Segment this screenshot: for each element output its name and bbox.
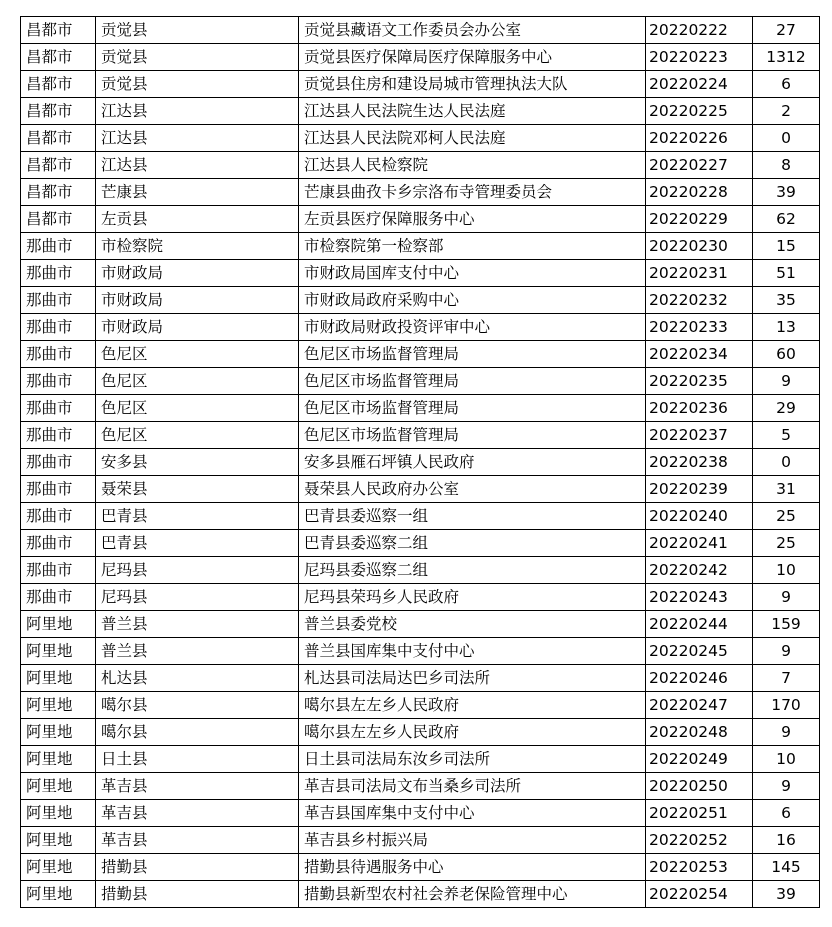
position-code-cell: 20220223 (646, 44, 753, 71)
position-code-cell: 20220254 (646, 881, 753, 908)
county-cell: 革吉县 (96, 827, 299, 854)
unit-cell: 色尼区市场监督管理局 (299, 395, 646, 422)
city-cell: 那曲市 (21, 449, 96, 476)
applicant-count-cell: 39 (753, 179, 820, 206)
table-row (21, 584, 820, 611)
county-cell: 噶尔县 (96, 719, 299, 746)
table-row (21, 557, 820, 584)
applicant-count-cell: 159 (753, 611, 820, 638)
table-row (21, 44, 820, 71)
applicant-count-cell: 29 (753, 395, 820, 422)
applicant-count-cell: 60 (753, 341, 820, 368)
table-row (21, 233, 820, 260)
county-cell: 左贡县 (96, 206, 299, 233)
position-code-cell: 20220244 (646, 611, 753, 638)
table-row (21, 611, 820, 638)
applicant-count-cell: 0 (753, 125, 820, 152)
position-code-cell: 20220227 (646, 152, 753, 179)
applicant-count-cell: 27 (753, 17, 820, 44)
exam-position-table (20, 16, 820, 908)
position-code-cell: 20220240 (646, 503, 753, 530)
table-row (21, 530, 820, 557)
position-code-cell: 20220237 (646, 422, 753, 449)
applicant-count-cell: 13 (753, 314, 820, 341)
county-cell: 贡觉县 (96, 44, 299, 71)
applicant-count-cell: 39 (753, 881, 820, 908)
position-code-cell: 20220229 (646, 206, 753, 233)
unit-cell: 普兰县委党校 (299, 611, 646, 638)
city-cell: 阿里地 (21, 881, 96, 908)
city-cell: 那曲市 (21, 476, 96, 503)
county-cell: 尼玛县 (96, 584, 299, 611)
table-row (21, 800, 820, 827)
applicant-count-cell: 8 (753, 152, 820, 179)
table-row (21, 665, 820, 692)
unit-cell: 巴青县委巡察一组 (299, 503, 646, 530)
position-code-cell: 20220250 (646, 773, 753, 800)
city-cell: 昌都市 (21, 125, 96, 152)
unit-cell: 聂荣县人民政府办公室 (299, 476, 646, 503)
county-cell: 噶尔县 (96, 692, 299, 719)
table-row (21, 854, 820, 881)
position-code-cell: 20220242 (646, 557, 753, 584)
applicant-count-cell: 2 (753, 98, 820, 125)
table-row (21, 881, 820, 908)
table-row (21, 179, 820, 206)
table-row (21, 260, 820, 287)
table-row (21, 152, 820, 179)
unit-cell: 贡觉县住房和建设局城市管理执法大队 (299, 71, 646, 98)
position-code-cell: 20220246 (646, 665, 753, 692)
city-cell: 那曲市 (21, 395, 96, 422)
applicant-count-cell: 5 (753, 422, 820, 449)
county-cell: 市财政局 (96, 314, 299, 341)
county-cell: 札达县 (96, 665, 299, 692)
county-cell: 措勤县 (96, 854, 299, 881)
unit-cell: 噶尔县左左乡人民政府 (299, 719, 646, 746)
city-cell: 昌都市 (21, 44, 96, 71)
table-row (21, 17, 820, 44)
city-cell: 阿里地 (21, 611, 96, 638)
applicant-count-cell: 1312 (753, 44, 820, 71)
unit-cell: 色尼区市场监督管理局 (299, 341, 646, 368)
table-row (21, 692, 820, 719)
unit-cell: 左贡县医疗保障服务中心 (299, 206, 646, 233)
position-code-cell: 20220224 (646, 71, 753, 98)
county-cell: 革吉县 (96, 773, 299, 800)
position-code-cell: 20220243 (646, 584, 753, 611)
city-cell: 昌都市 (21, 71, 96, 98)
city-cell: 那曲市 (21, 287, 96, 314)
county-cell: 江达县 (96, 98, 299, 125)
unit-cell: 措勤县待遇服务中心 (299, 854, 646, 881)
county-cell: 市财政局 (96, 287, 299, 314)
applicant-count-cell: 16 (753, 827, 820, 854)
applicant-count-cell: 25 (753, 530, 820, 557)
city-cell: 那曲市 (21, 341, 96, 368)
position-code-cell: 20220234 (646, 341, 753, 368)
position-code-cell: 20220238 (646, 449, 753, 476)
city-cell: 阿里地 (21, 854, 96, 881)
unit-cell: 市检察院第一检察部 (299, 233, 646, 260)
position-code-cell: 20220241 (646, 530, 753, 557)
unit-cell: 安多县雁石坪镇人民政府 (299, 449, 646, 476)
unit-cell: 日土县司法局东汝乡司法所 (299, 746, 646, 773)
city-cell: 那曲市 (21, 422, 96, 449)
position-code-cell: 20220236 (646, 395, 753, 422)
table-row (21, 98, 820, 125)
city-cell: 那曲市 (21, 557, 96, 584)
city-cell: 昌都市 (21, 98, 96, 125)
city-cell: 阿里地 (21, 665, 96, 692)
table-row (21, 476, 820, 503)
county-cell: 安多县 (96, 449, 299, 476)
city-cell: 阿里地 (21, 719, 96, 746)
county-cell: 巴青县 (96, 503, 299, 530)
city-cell: 阿里地 (21, 800, 96, 827)
position-code-cell: 20220245 (646, 638, 753, 665)
table-row (21, 422, 820, 449)
county-cell: 普兰县 (96, 611, 299, 638)
unit-cell: 巴青县委巡察二组 (299, 530, 646, 557)
unit-cell: 普兰县国库集中支付中心 (299, 638, 646, 665)
unit-cell: 江达县人民检察院 (299, 152, 646, 179)
city-cell: 那曲市 (21, 530, 96, 557)
applicant-count-cell: 10 (753, 746, 820, 773)
unit-cell: 色尼区市场监督管理局 (299, 368, 646, 395)
county-cell: 色尼区 (96, 368, 299, 395)
position-code-cell: 20220247 (646, 692, 753, 719)
position-code-cell: 20220228 (646, 179, 753, 206)
county-cell: 贡觉县 (96, 17, 299, 44)
unit-cell: 市财政局国库支付中心 (299, 260, 646, 287)
applicant-count-cell: 9 (753, 584, 820, 611)
unit-cell: 尼玛县荣玛乡人民政府 (299, 584, 646, 611)
county-cell: 日土县 (96, 746, 299, 773)
table-row (21, 341, 820, 368)
unit-cell: 贡觉县藏语文工作委员会办公室 (299, 17, 646, 44)
table-row (21, 395, 820, 422)
applicant-count-cell: 25 (753, 503, 820, 530)
city-cell: 那曲市 (21, 233, 96, 260)
applicant-count-cell: 10 (753, 557, 820, 584)
applicant-count-cell: 7 (753, 665, 820, 692)
unit-cell: 市财政局政府采购中心 (299, 287, 646, 314)
county-cell: 巴青县 (96, 530, 299, 557)
table-row (21, 827, 820, 854)
unit-cell: 江达县人民法院生达人民法庭 (299, 98, 646, 125)
position-code-cell: 20220252 (646, 827, 753, 854)
county-cell: 色尼区 (96, 422, 299, 449)
county-cell: 市检察院 (96, 233, 299, 260)
unit-cell: 市财政局财政投资评审中心 (299, 314, 646, 341)
unit-cell: 色尼区市场监督管理局 (299, 422, 646, 449)
city-cell: 那曲市 (21, 314, 96, 341)
position-code-cell: 20220225 (646, 98, 753, 125)
city-cell: 那曲市 (21, 584, 96, 611)
applicant-count-cell: 35 (753, 287, 820, 314)
unit-cell: 尼玛县委巡察二组 (299, 557, 646, 584)
applicant-count-cell: 51 (753, 260, 820, 287)
position-code-cell: 20220231 (646, 260, 753, 287)
city-cell: 阿里地 (21, 827, 96, 854)
applicant-count-cell: 15 (753, 233, 820, 260)
county-cell: 色尼区 (96, 395, 299, 422)
position-code-cell: 20220232 (646, 287, 753, 314)
table-row (21, 449, 820, 476)
unit-cell: 革吉县国库集中支付中心 (299, 800, 646, 827)
position-code-cell: 20220230 (646, 233, 753, 260)
city-cell: 昌都市 (21, 206, 96, 233)
table-row (21, 125, 820, 152)
table-row (21, 773, 820, 800)
table-row (21, 638, 820, 665)
county-cell: 尼玛县 (96, 557, 299, 584)
table-row (21, 719, 820, 746)
position-code-cell: 20220248 (646, 719, 753, 746)
county-cell: 革吉县 (96, 800, 299, 827)
table-row (21, 206, 820, 233)
county-cell: 市财政局 (96, 260, 299, 287)
table-row (21, 503, 820, 530)
city-cell: 阿里地 (21, 638, 96, 665)
city-cell: 昌都市 (21, 17, 96, 44)
county-cell: 贡觉县 (96, 71, 299, 98)
position-code-cell: 20220249 (646, 746, 753, 773)
unit-cell: 札达县司法局达巴乡司法所 (299, 665, 646, 692)
city-cell: 那曲市 (21, 260, 96, 287)
unit-cell: 措勤县新型农村社会养老保险管理中心 (299, 881, 646, 908)
table-row (21, 368, 820, 395)
applicant-count-cell: 0 (753, 449, 820, 476)
position-code-cell: 20220233 (646, 314, 753, 341)
unit-cell: 革吉县乡村振兴局 (299, 827, 646, 854)
applicant-count-cell: 62 (753, 206, 820, 233)
applicant-count-cell: 170 (753, 692, 820, 719)
city-cell: 阿里地 (21, 773, 96, 800)
county-cell: 聂荣县 (96, 476, 299, 503)
county-cell: 江达县 (96, 125, 299, 152)
applicant-count-cell: 9 (753, 368, 820, 395)
unit-cell: 贡觉县医疗保障局医疗保障服务中心 (299, 44, 646, 71)
city-cell: 昌都市 (21, 179, 96, 206)
table-row (21, 71, 820, 98)
city-cell: 昌都市 (21, 152, 96, 179)
unit-cell: 芒康县曲孜卡乡宗洛布寺管理委员会 (299, 179, 646, 206)
unit-cell: 革吉县司法局文布当桑乡司法所 (299, 773, 646, 800)
position-code-cell: 20220226 (646, 125, 753, 152)
county-cell: 江达县 (96, 152, 299, 179)
county-cell: 色尼区 (96, 341, 299, 368)
table-row (21, 287, 820, 314)
unit-cell: 噶尔县左左乡人民政府 (299, 692, 646, 719)
applicant-count-cell: 31 (753, 476, 820, 503)
applicant-count-cell: 9 (753, 638, 820, 665)
table-row (21, 314, 820, 341)
city-cell: 阿里地 (21, 746, 96, 773)
applicant-count-cell: 145 (753, 854, 820, 881)
table-body (21, 17, 820, 908)
county-cell: 措勤县 (96, 881, 299, 908)
table-row (21, 746, 820, 773)
applicant-count-cell: 6 (753, 71, 820, 98)
county-cell: 普兰县 (96, 638, 299, 665)
position-code-cell: 20220235 (646, 368, 753, 395)
applicant-count-cell: 6 (753, 800, 820, 827)
position-code-cell: 20220253 (646, 854, 753, 881)
applicant-count-cell: 9 (753, 773, 820, 800)
position-code-cell: 20220222 (646, 17, 753, 44)
city-cell: 那曲市 (21, 368, 96, 395)
position-code-cell: 20220251 (646, 800, 753, 827)
county-cell: 芒康县 (96, 179, 299, 206)
position-code-cell: 20220239 (646, 476, 753, 503)
unit-cell: 江达县人民法院邓柯人民法庭 (299, 125, 646, 152)
applicant-count-cell: 9 (753, 719, 820, 746)
city-cell: 阿里地 (21, 692, 96, 719)
city-cell: 那曲市 (21, 503, 96, 530)
